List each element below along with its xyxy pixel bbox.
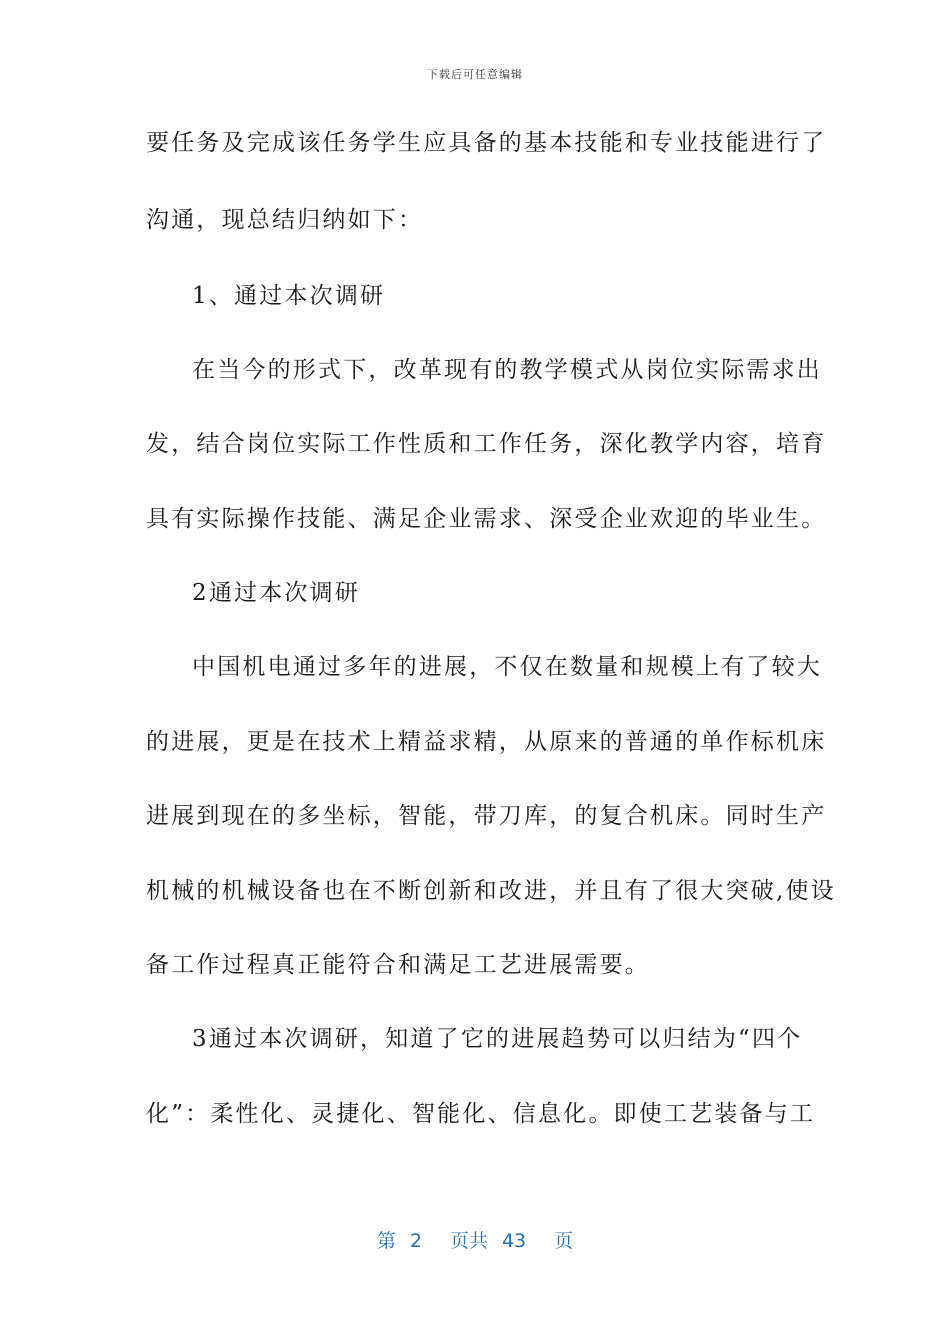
body-line: 进展到现在的多坐标，智能，带刀库，的复合机床。同时生产 bbox=[146, 803, 827, 829]
body-line: 在当今的形式下，改革现有的教学模式从岗位实际需求出 bbox=[192, 357, 822, 383]
body-line: 3通过本次调研，知道了它的进展趋势可以归结为“四个 bbox=[192, 1026, 803, 1052]
section-heading: 1、通过本次调研 bbox=[192, 283, 386, 309]
section-heading: 2通过本次调研 bbox=[192, 580, 361, 606]
body-line: 化”：柔性化、灵捷化、智能化、信息化。即使工艺装备与工 bbox=[146, 1101, 816, 1127]
body-line: 的进展，更是在技术上精益求精，从原来的普通的单作标机床 bbox=[146, 729, 827, 755]
body-line: 沟通，现总结归纳如下： bbox=[146, 207, 424, 233]
header-note: 下载后可任意编辑 bbox=[427, 68, 523, 81]
body-line: 机械的机械设备也在不断创新和改进，并且有了很大突破,使设 bbox=[146, 878, 836, 904]
body-line: 要任务及完成该任务学生应具备的基本技能和专业技能进行了 bbox=[146, 130, 827, 156]
page-number: 2 bbox=[409, 1230, 422, 1252]
body-line: 具有实际操作技能、满足企业需求、深受企业欢迎的毕业生。 bbox=[146, 506, 827, 532]
page-label-suffix: 页 bbox=[554, 1230, 574, 1252]
page-label-mid: 页共 bbox=[449, 1230, 488, 1252]
body-line: 备工作过程真正能符合和满足工艺进展需要。 bbox=[146, 952, 650, 978]
body-line: 中国机电通过多年的进展，不仅在数量和规模上有了较大 bbox=[192, 654, 822, 680]
total-pages: 43 bbox=[501, 1230, 527, 1252]
body-line: 发，结合岗位实际工作性质和工作任务，深化教学内容，培育 bbox=[146, 431, 827, 457]
page-label-prefix: 第 bbox=[376, 1230, 396, 1252]
page-footer bbox=[0, 1226, 950, 1253]
